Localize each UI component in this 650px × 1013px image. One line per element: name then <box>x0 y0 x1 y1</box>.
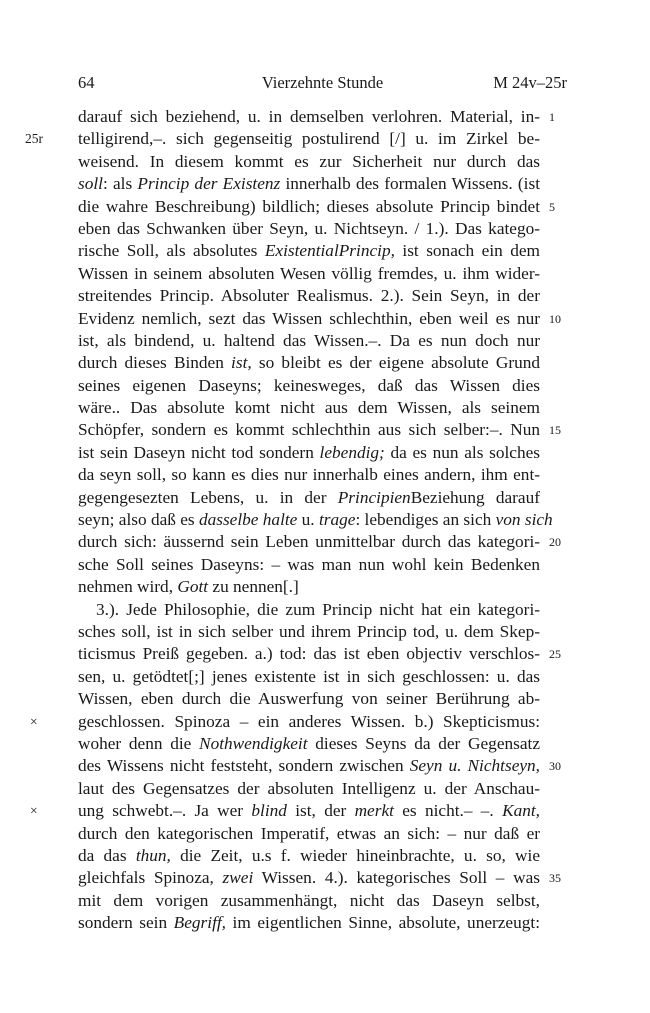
text-line <box>78 151 540 173</box>
text-line <box>78 442 540 464</box>
text-segment: da seyn soll, so kann es dies nur innerhalb eines andern, ihm ent- <box>78 465 540 485</box>
text-segment: seines eigenen Daseyns; keinesweges, daß das Wissen dies <box>78 375 540 395</box>
text-segment: durch dieses Binden <box>78 353 232 373</box>
line-number: 30 <box>549 759 561 774</box>
text-line <box>78 778 540 800</box>
text-segment: da es nun als solches <box>384 442 540 462</box>
line-number: 20 <box>549 535 561 550</box>
text-line <box>78 666 540 688</box>
text-segment: woher denn die <box>78 733 200 753</box>
italic-text: merkt <box>354 801 394 821</box>
text-line <box>78 218 540 240</box>
italic-text: von sich <box>495 510 553 530</box>
italic-text: thun, <box>135 845 171 865</box>
text-line <box>78 263 540 285</box>
text-line <box>78 352 540 374</box>
text-segment: des Wissens nicht feststeht, sondern zwischen <box>78 756 410 776</box>
text-segment: ticismus Preiß gegeben. a.) tod: das ist eben objectiv verschlos- <box>78 644 540 664</box>
text-line <box>78 173 540 195</box>
text-line <box>78 755 561 777</box>
italic-text: Princip der Existenz <box>137 174 281 194</box>
margin-folio-note: 25r <box>25 131 43 147</box>
text-segment: ist sonach ein dem <box>394 241 540 261</box>
text-segment: : als <box>102 174 138 194</box>
text-line <box>78 599 540 621</box>
text-segment: weisend. In diesem kommt es zur Sicherheit nur durch das <box>78 151 540 171</box>
italic-text: Seyn u. Nichtseyn, <box>409 756 540 776</box>
text-segment: durch den kategorischen Imperatif, etwas an sich: – nur daß er <box>78 823 540 843</box>
text-segment: so bleibt es der eigene absolute Grund <box>251 353 540 373</box>
text-segment: Wissen, eben durch die Auswerfung von seiner Berührung ab- <box>78 689 540 709</box>
text-line <box>78 890 540 912</box>
text-segment: innerhalb des formalen Wissens. (ist <box>280 174 540 194</box>
manuscript-reference: M 24v–25r <box>493 73 567 92</box>
text-line <box>78 867 561 889</box>
text-line <box>78 531 561 553</box>
line-number: 5 <box>549 199 555 214</box>
text-segment: die Zeit, u.s f. wieder hineinbrachte, u. so, wie <box>170 845 540 865</box>
text-segment: zu nennen[.] <box>208 577 299 597</box>
text-segment: durch sich: äussernd sein Leben unmittelbar durch das kategori- <box>78 532 540 552</box>
text-segment: ist, der <box>286 801 355 821</box>
text-segment: mit dem vorigen zusammenhängt, nicht das Daseyn selbst, <box>78 890 540 910</box>
italic-text: zwei <box>222 868 254 888</box>
text-line <box>78 688 540 710</box>
text-line <box>30 800 540 822</box>
text-segment: nehmen wird, <box>78 577 178 597</box>
margin-cross-mark: × <box>30 803 38 819</box>
italic-text: trage <box>318 510 356 530</box>
running-header <box>78 73 567 95</box>
text-segment: 3.). Jede Philosophie, die zum Princip nicht hat ein kategori- <box>96 599 540 619</box>
line-number: 10 <box>549 311 561 326</box>
text-segment: dieses Seyns da der Gegensatz <box>307 733 540 753</box>
text-segment: ist sein Daseyn nicht tod sondern <box>78 442 320 462</box>
text-segment: Wissen. 4.). kategorisches Soll – was <box>253 868 540 888</box>
text-segment: sche Soll seines Daseyns: – was man nun wohl kein Bedenken <box>78 554 540 574</box>
italic-text: Gott <box>177 577 209 597</box>
italic-text: dasselbe halte <box>198 510 298 530</box>
italic-text: ist, <box>231 353 252 373</box>
text-line <box>78 733 540 755</box>
text-segment: seyn; also daß es <box>78 510 199 530</box>
italic-text: Principien <box>337 487 411 507</box>
text-segment: u. <box>297 510 319 530</box>
page-number: 64 <box>78 73 95 92</box>
text-segment: Beziehung darauf <box>410 487 540 507</box>
text-line <box>25 128 540 150</box>
text-line <box>78 643 561 665</box>
text-line <box>30 711 540 733</box>
text-segment: eben das Schwanken über Seyn, u. Nichtseyn. / 1.). Das katego- <box>78 218 540 238</box>
text-line <box>78 285 540 307</box>
text-segment: ung schwebt.–. Ja wer <box>78 801 252 821</box>
text-segment: Schöpfer, sondern es kommt schlechthin aus sich selber:–. Nun <box>78 420 540 440</box>
text-body <box>25 106 561 934</box>
text-line <box>78 509 553 531</box>
text-segment: wäre.. Das absolute komt nicht aus dem Wissen, als seinem <box>78 398 540 418</box>
text-line <box>78 308 561 330</box>
text-line <box>78 845 540 867</box>
text-segment: streitendes Princip. Absoluter Realismus. 2.). Sein Seyn, in der <box>78 286 540 306</box>
text-segment: gegengesezten Lebens, u. in der <box>78 487 338 507</box>
text-line <box>78 375 540 397</box>
line-number: 35 <box>549 871 561 886</box>
text-segment: da das <box>78 845 136 865</box>
chapter-title: Vierzehnte Stunde <box>261 73 384 92</box>
margin-cross-mark: × <box>30 713 38 729</box>
italic-text: Begriff, <box>173 913 226 933</box>
text-segment: geschlossen. Spinoza – ein anderes Wissen. b.) Skepticismus: <box>78 711 540 731</box>
text-line <box>78 823 540 845</box>
text-segment: telligirend,–. sich gegenseitig postulirend [/] u. im Zirkel be- <box>78 129 540 149</box>
text-segment: es nicht.– –. <box>393 801 503 821</box>
text-segment: gleichfals Spinoza, <box>78 868 223 888</box>
text-segment: darauf sich beziehend, u. in demselben verlohren. Material, in- <box>78 107 540 126</box>
text-line <box>78 464 540 486</box>
italic-text: ExistentialPrincip, <box>264 241 395 261</box>
text-segment: sen, u. getödtet[;] jenes existente ist in sich geschlossen: u. das <box>78 666 540 686</box>
text-line <box>78 621 540 643</box>
text-segment: laut des Gegensatzes der absoluten Intelligenz u. der Anschau- <box>78 778 540 798</box>
text-segment: Evidenz nemlich, sezt das Wissen schlechthin, eben weil es nur <box>78 308 540 328</box>
text-segment: ist, als bindend, u. haltend das Wissen.–. Da es nun doch nur <box>78 330 540 350</box>
text-segment: sches soll, ist in sich selber und ihrem Princip tod, u. dem Skep- <box>78 621 540 641</box>
text-segment: die wahre Beschreibung) bildlich; dieses absolute Princip bindet <box>78 196 540 216</box>
text-line <box>78 554 540 576</box>
text-segment: : lebendiges an sich <box>355 510 496 530</box>
line-number: 25 <box>549 647 561 662</box>
text-line <box>78 487 540 509</box>
text-segment: Wissen in seinem absoluten Wesen völlig fremdes, u. ihm wider- <box>78 263 540 283</box>
text-line <box>78 419 561 441</box>
text-line <box>78 397 540 419</box>
text-segment: sondern sein <box>78 913 174 933</box>
line-number: 1 <box>549 110 555 124</box>
text-line <box>78 106 555 128</box>
italic-text: Kant, <box>502 801 540 821</box>
text-line <box>78 330 540 352</box>
text-line <box>78 576 540 598</box>
italic-text: blind <box>251 801 287 821</box>
text-segment: rische Soll, als absolutes <box>78 241 265 261</box>
italic-text: soll <box>78 174 103 194</box>
line-number: 15 <box>549 423 561 438</box>
italic-text: lebendig; <box>319 442 385 462</box>
italic-text: Nothwendigkeit <box>199 733 308 753</box>
text-line <box>78 240 540 262</box>
text-line <box>78 912 540 934</box>
text-line <box>78 196 555 218</box>
text-segment: im eigentlichen Sinne, absolute, unerzeugt: <box>226 913 540 933</box>
